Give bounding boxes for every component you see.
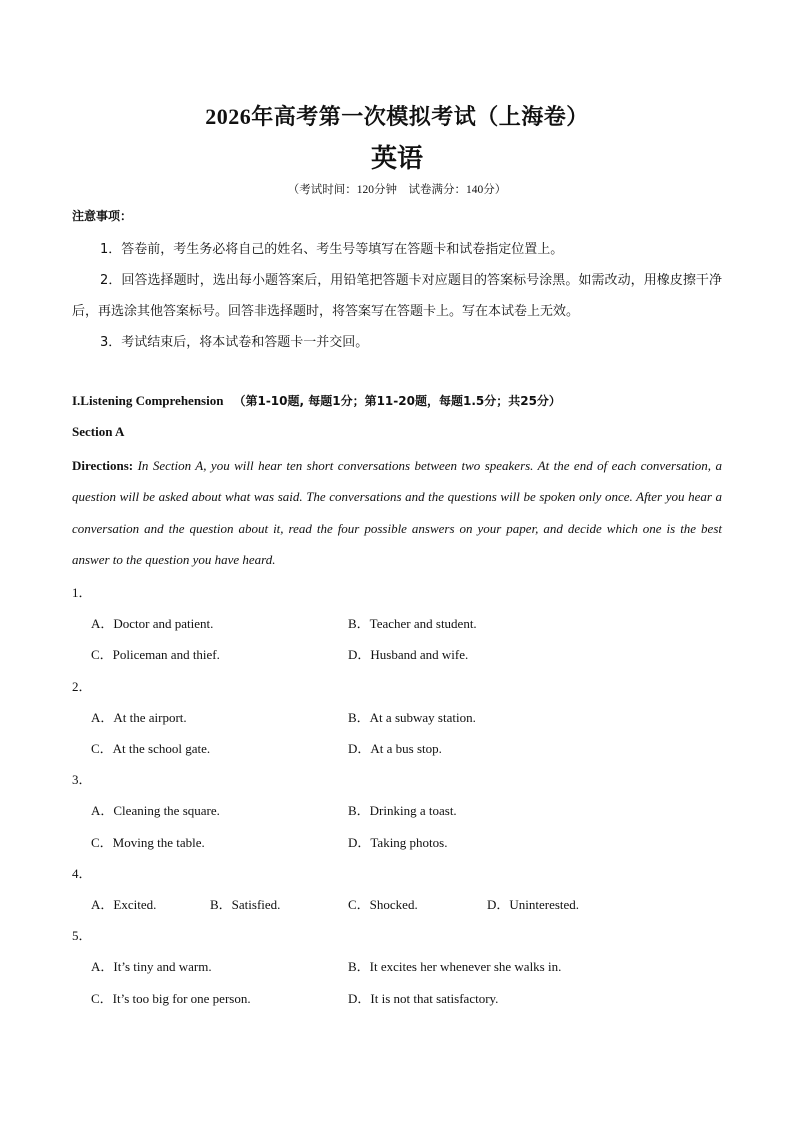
notice-item-3: 3．考试结束后，将本试卷和答题卡一并交回。 — [100, 335, 369, 350]
option-a: A．Cleaning the square. — [91, 803, 220, 818]
option-c: C．Policeman and thief. — [91, 647, 220, 662]
exam-info: （考试时间：120分钟 试卷满分：140分） — [287, 184, 507, 196]
option-d: D．Taking photos. — [348, 835, 448, 850]
option-a: A．Doctor and patient. — [91, 616, 214, 631]
option-d: D．It is not that satisfactory. — [348, 991, 499, 1006]
option-d: D．Husband and wife. — [348, 647, 469, 662]
option-a: A．At the airport. — [91, 710, 187, 725]
option-c: C．Shocked. — [348, 897, 418, 912]
option-c: C．Moving the table. — [91, 835, 205, 850]
section-heading: Section A — [72, 424, 125, 439]
option-d: D．Uninterested. — [487, 897, 580, 912]
part-heading — [72, 392, 561, 409]
question-number: 4． — [72, 866, 92, 881]
question-number: 1． — [72, 585, 92, 600]
notice-heading: 注意事项： — [72, 209, 133, 223]
option-a: A．Excited. — [91, 897, 157, 912]
subject-title: 英语 — [370, 144, 423, 174]
directions-paragraph — [72, 450, 722, 575]
option-d: D．At a bus stop. — [348, 741, 442, 756]
option-b: B．At a subway station. — [348, 710, 476, 725]
part-score-note: （第1-10题, 每题1分；第11-20题，每题1.5分；共25分） — [233, 394, 561, 408]
option-c: C．At the school gate. — [91, 741, 211, 756]
option-a: A．It’s tiny and warm. — [91, 959, 212, 974]
option-b: B．Drinking a toast. — [348, 803, 457, 818]
exam-title: 2026年高考第一次模拟考试（上海卷） — [205, 104, 589, 129]
part-title: I.Listening Comprehension — [72, 393, 224, 408]
option-b: B．It excites her whenever she walks in. — [348, 959, 562, 974]
question-number: 3． — [72, 772, 92, 787]
directions-label: Directions: — [72, 458, 134, 473]
option-c: C．It’s too big for one person. — [91, 991, 251, 1006]
option-b: B．Teacher and student. — [348, 616, 477, 631]
question-number: 5． — [72, 928, 92, 943]
directions-text: In Section A, you will hear ten short conversations between two speakers. At the end of each conversation, a question will be asked about what was said. The conversations and the questions will be spoken only once. After you hear a conversation and the question about it, read the four possible answers on your paper, and decide which one is the best answer to the question you have heard. — [72, 458, 722, 567]
notice-item-1: 1．答卷前，考生务必将自己的姓名、考生号等填写在答题卡和试卷指定位置上。 — [100, 242, 564, 257]
notice-item-2: 2．回答选择题时，选出每小题答案后，用铅笔把答题卡对应题目的答案标号涂黑。如需改动，用橡皮擦干净后，再选涂其他答案标号。回答非选择题时，将答案写在答题卡上。写在本试卷上无效。 — [72, 273, 722, 319]
question-number: 2． — [72, 679, 92, 694]
option-b: B．Satisfied. — [210, 897, 281, 912]
